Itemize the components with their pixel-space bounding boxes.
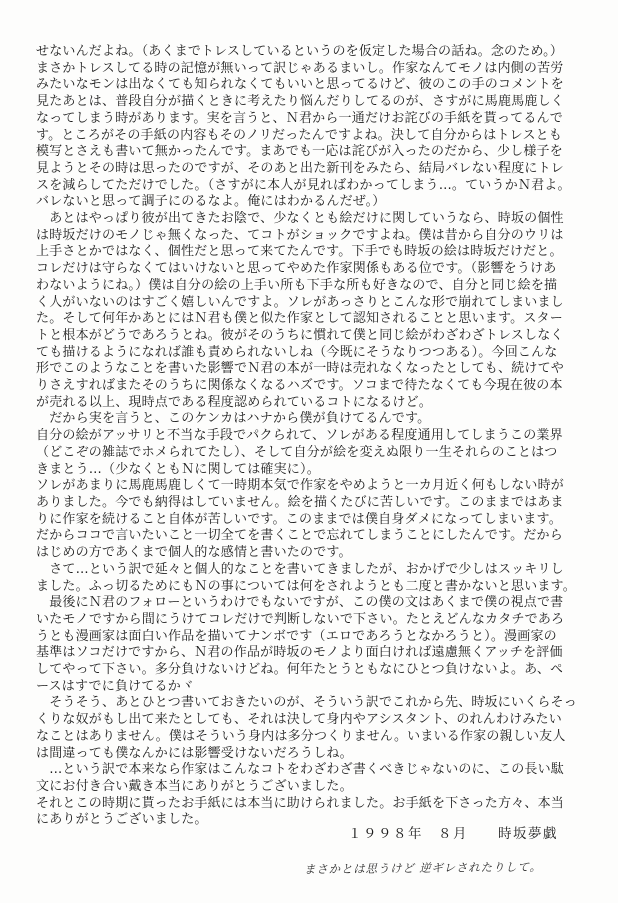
text-line: 文にお付き合い戴き本当にありがとうございました。 xyxy=(36,778,353,794)
text-line: りに作家を続けること自体が苦しいです。このままでは僕自身ダメになってしまいます。 xyxy=(36,511,562,527)
text-line: 見ようとその時は思ったのですが、そのあと出た新刊をみたら、結局バレない程度にトレ xyxy=(36,160,565,176)
text-line: それとこの時期に貰ったお手紙には本当に助けられました。お手紙を下さった方々、本当 xyxy=(36,795,565,811)
text-line: 模写とさえも書いて無かったんです。まあでも一応は詫びが入ったのだから、少し様子を xyxy=(36,144,563,160)
text-line: ました。ふっ切るためにもＮの事については何をされようとも二度と書かないと思います。 xyxy=(36,578,576,594)
text-line: が売れる以上、現時点である程度認められているコトになるけど。 xyxy=(36,394,433,410)
text-line: わないようにね。）僕は自分の絵の上手い所も下手な所も好きなので、自分と同じ絵を描 xyxy=(36,277,558,293)
text-line: みたいなモンは出なくても知られなくてもいいと思ってるけど、彼のこの手のコメントを xyxy=(36,77,565,93)
text-line: まさかトレスしてる時の記憶が無いって訳じゃあるまいし。作家なんてモノは内側の苦労 xyxy=(36,60,564,76)
text-line: はじめの方であくまで個人的な感情と書いたのです。 xyxy=(36,545,352,561)
text-line: スを減らしてただけでした。（さすがに本人が見ればわかってしまう…。ていうかＮ君よ。 xyxy=(36,177,571,193)
text-line: 形でこのようなことを書いた影響でＮ君の本が一時は売れなくなったとしても、続けてや xyxy=(36,361,565,377)
text-line: 基準はソコだけですから、Ｎ君の作品が時坂のモノより面白ければ遠慮無くアッチを評価 xyxy=(36,645,563,661)
text-line: は間違っても僕なんかには影響受けないだろうしね。 xyxy=(36,745,353,761)
text-line: 最後にＮ君のフォローというわけでもないですが、この僕の文はあくまで僕の視点で書 xyxy=(36,595,564,611)
text-line: いたモノですから間にうけてコレだけで判断しないで下さい。たとえどんなカタチであろ xyxy=(36,611,565,627)
handwritten-margin-note: まさかとは思うけど 逆ギレされたりして。 xyxy=(304,859,543,877)
afterword-body-text xyxy=(36,44,592,829)
text-line: ースはすでに負けてるかヾ xyxy=(36,678,195,694)
text-line: さて…という訳で延々と個人的なことを書いてきましたが、おかげで少しはスッキリし xyxy=(36,561,564,577)
text-line: くりな奴がもし出て来たとしても、それは決して身内やアシスタント、のれんわけみたい xyxy=(36,712,562,728)
text-line: してやって下さい。多分負けないけどね。何年たとうともなにひとつ負けないよ。あ、ペ xyxy=(36,662,564,678)
text-line: ソレがあまりに馬鹿馬鹿しくて一時期本気で作家をやめようと一カ月近く何もしない時が xyxy=(36,478,565,494)
text-line: りさえすればまたそのうちに関係なくなるハズです。ソコまで待たなくても今現在彼の本 xyxy=(36,378,563,394)
text-line: トと根本がどうであろうとね。彼がそのうちに慣れて僕と同じ絵がわざわざトレスしなく xyxy=(36,327,564,343)
text-line: なってしまう時があります。実を言うと、Ｎ君から一通だけお詫びの手紙を貰ってるんで xyxy=(36,110,563,126)
text-line: は時坂だけのモノじゃ無くなった、てコトがショックですよね。僕は昔から自分のウリは xyxy=(36,227,564,243)
text-line: …という訳で本来なら作家はこんなコトをわざわざ書くべきじゃないのに、この長い駄 xyxy=(36,762,565,778)
text-line: す。ところがその手紙の内容もそのノリだったんですよね。決して自分からはトレスとも xyxy=(36,127,563,143)
text-line: 自分の絵がアッサリと不当な手段でパクられて、ソレがある程度通用してしまうこの業界 xyxy=(36,428,563,444)
text-line: 上手さとかではなく、個性だと思って来てたんです。下手でも時坂の絵は時坂だけだと。 xyxy=(36,244,563,260)
signature-date-author: １９９８年 ８月 時坂夢戯 xyxy=(348,826,558,842)
text-line: だからココで言いたいこと一切全てを書くことで忘れてしまうことにしたんです。だから xyxy=(36,528,563,544)
text-line: （どこぞの雑誌でホメられてたし）、そして自分が絵を変えぬ限り一生それらのことはつ xyxy=(36,444,558,460)
text-line: うとも漫画家は面白い作品を描いてナンボです（エロであろうとなかろうと）。漫画家の xyxy=(36,628,557,644)
text-line: 見たあとは、普段自分が描くときに考えたり悩んだりしてるのが、さすがに馬鹿馬鹿しく xyxy=(36,94,565,110)
text-line: なことはありません。僕はそういう身内は多分つくりません。いまいる作家の親しい友人 xyxy=(36,728,566,744)
text-line: あとはやっぱり彼が出てきたお陰で、少なくとも絵だけに関していうなら、時坂の個性 xyxy=(36,211,564,227)
text-line: ありました。今でも納得はしていません。絵を描くたびに苦しいです。このままではあま xyxy=(36,494,564,510)
text-line: ても描けるようになれば誰も責められないしね（今既にそうなりつつある）。今回こんな xyxy=(36,344,558,360)
text-line: た。そして何年かあとにはＮ君も僕と似た作家として認知されることと思います。スター xyxy=(36,311,563,327)
text-line: にありがとうございました。 xyxy=(36,812,208,828)
text-line: く人がいないのはすごく嬉しいんですよ。ソレがあっさりとこんな形で崩れてしまいまし xyxy=(36,294,564,310)
text-line: せないんだよね。（あくまでトレスしているというのを仮定した場合の話ね。念のため。） xyxy=(36,44,564,59)
text-line: コレだけは守らなくてはいけないと思ってやめた作家関係もある位です。（影響をうけあ xyxy=(36,261,557,277)
text-line: バレないと思って調子にのるなよ。俺にはわかるんだぜ。） xyxy=(36,194,386,210)
text-line: きまとう…（少なくともＮに関しては確実に）。 xyxy=(36,461,320,477)
text-line: だから実を言うと、このケンカはハナから僕が負けてるんです。 xyxy=(36,411,431,427)
text-line: そうそう、あとひとつ書いておきたいのが、そういう訳でこれから先、時坂にいくらそっ xyxy=(36,695,577,711)
